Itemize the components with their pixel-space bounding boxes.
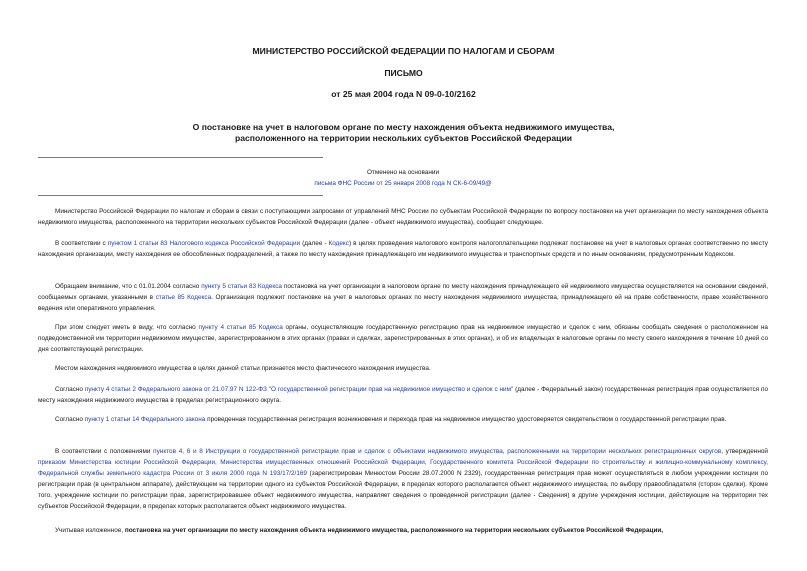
paragraph-2-text-a: В соответствии с [55,240,108,247]
paragraph-9-bold-text: постановка на учет организации по месту нахождения объекта недвижимого имущества, расположенного на территории нескольких субъектов Российской Федерации, [124,527,664,534]
link-nk-article-83-p1[interactable]: пунктом 1 статьи 83 Налогового кодекса Российской Федерации [107,240,301,247]
revocation-link[interactable]: письма ФНС России от 25 января 2008 года N СК-6-09/49@ [314,180,492,187]
paragraph-4-text-b: органы, осуществляющие государственную регистрацию прав на недвижимое имущество и сделок с ним, обязаны сообщать сведения о расположенном на подведомственной им территории недвижимом имуществе, зарегистрированном в этих органах (правах и сделках, зарегистрированных в этих органах), и об их владельцах в налоговые органы по месту своего нахождения в течение 10 дней со дня соответствующей регистрации. [38,324,768,353]
link-article-85-p4[interactable]: пункту 4 статьи 85 Кодекса [198,324,283,331]
paragraph-3-text-c: . Организация подлежит постановке на учет в налоговых органах по месту нахождения недвижимого имущества, принадлежащего ей на праве собственности, праве хозяйственного ведения или оперативного управления. [38,294,768,312]
paragraph-1 [38,206,768,228]
paragraph-7-text-a: Согласно [55,416,85,423]
paragraph-6 [38,384,768,406]
document-date-number: от 25 мая 2004 года N 09-0-10/2162 [331,89,476,99]
ministry-heading: МИНИСТЕРСТВО РОССИЙСКОЙ ФЕДЕРАЦИИ ПО НАЛОГАМ И СБОРАМ [252,46,555,56]
link-instruction-points[interactable]: пунктов 4, 6 и 8 Инструкции о государственной регистрации прав и сделок с объектами недвижимого имущества, расположенными на территории нескольких регистрационных округов [153,448,722,455]
separator-bottom [38,195,323,196]
link-article-83-p5[interactable]: пункту 5 статьи 83 Кодекса [201,283,282,290]
paragraph-5 [38,363,768,374]
paragraph-3-text-a: Обращаем внимание, что с 01.01.2004 согласно [55,283,202,290]
document-title-line1: О постановке на учет в налоговом органе по месту нахождения объекта недвижимого имущества, [192,122,615,132]
paragraph-8-text-c: (зарегистрирован Минюстом России 28.07.2000 N 2329), государственная регистрация прав может осуществляться в любом учреждении юстиции по регистрации прав (в центральном аппарате), действующем на территории одного из субъектов Российской Федерации, в пределах которого располагается объект недвижимого имущества, по выбору правообладателя (сторон сделки). Кроме того, учреждение юстиции по регистрации прав, зарегистрировавшее объект недвижимого имущества, направляет сведения о проведенной регистрации (далее - Сведения) в другие учреждения юстиции, действующие на территории тех субъектов Российской Федерации, в пределах которых располагается объект недвижимого имущества. [38,470,768,510]
link-order-193[interactable]: приказом Министерства юстиции Российской Федерации, Министерства имущественных отношений Российской Федерации, Государственного комитета Российской Федерации по строительству и жилищно-коммунальному комплексу, Федеральной службы земельного кадастра России от 3 июля 2000 года N 193/17/2/169 [38,459,768,477]
paragraph-8 [38,446,768,512]
paragraph-4 [38,322,768,355]
link-federal-law-122fz[interactable]: пункту 4 статьи 2 Федерального закона от 21.07.97 N 122-ФЗ "О государственной регистрации прав на недвижимое имущество и сделок с ним" [84,386,514,393]
link-federal-law-article-14[interactable]: пункту 1 статьи 14 Федерального закона [84,416,206,423]
link-kodeks[interactable]: Кодекс [328,240,349,247]
paragraph-7 [38,414,768,425]
paragraph-1-text: Министерство Российской Федерации по налогам и сборам в связи с поступающими запросами от управлений МНС России по субъектам Российской Федерации по вопросу постановки на учет организации по месту нахождения объекта недвижимого имущества, расположенного на территории нескольких субъектов Российской Федерации (далее - объект недвижимого имущества), сообщает следующее. [38,208,768,226]
separator-top [38,157,323,158]
paragraph-6-text-a: Согласно [55,386,85,393]
document-title-line2: расположенного на территории нескольких субъектов Российской Федерации [234,133,573,143]
paragraph-9 [38,525,768,536]
paragraph-5-text: Местом нахождения недвижимого имущества в целях данной статьи признается место фактического нахождения имущества. [55,365,431,372]
paragraph-4-text-a: При этом следует иметь в виду, что согласно [55,324,199,331]
paragraph-6-text-b: (далее - Федеральный закон) государственная регистрация прав осуществляется по месту нахождения недвижимого имущества в пределах регистрационного округа. [38,386,768,404]
revocation-note: Отменено на основании [366,169,440,176]
paragraph-2-text-b: (далее - [300,240,329,247]
paragraph-3 [38,281,768,314]
link-article-85[interactable]: статье 85 Кодекса [155,294,212,301]
paragraph-8-text-a: В соответствии с положениями [55,448,154,455]
paragraph-7-text-b: проведенная государственная регистрация возникновения и перехода прав на недвижимое имущество удостоверяется свидетельством о государственной регистрации прав. [205,416,727,423]
paragraph-8-text-b: , утвержденной [721,448,768,455]
paragraph-9-text-a: Учитывая изложенное, [55,527,125,534]
revocation-block [38,178,768,189]
document-type: ПИСЬМО [384,68,423,78]
paragraph-2 [38,238,768,260]
paragraph-2-text-c: ) в целях проведения налогового контроля налогоплательщики подлежат постановке на учет в налоговых органах соответственно по месту нахождения организации, месту нахождения ее обособленных подразделений, а также по месту нахождения принадлежащего им недвижимого имущества и транспортных средств и по иным основаниям, предусмотренным Кодексом. [38,240,769,258]
paragraph-3-text-b: постановка на учет организации в налоговом органе по месту нахождения принадлежащего ей недвижимого имущества осуществляется на основании сведений, сообщаемых органами, указанными в [38,283,769,301]
